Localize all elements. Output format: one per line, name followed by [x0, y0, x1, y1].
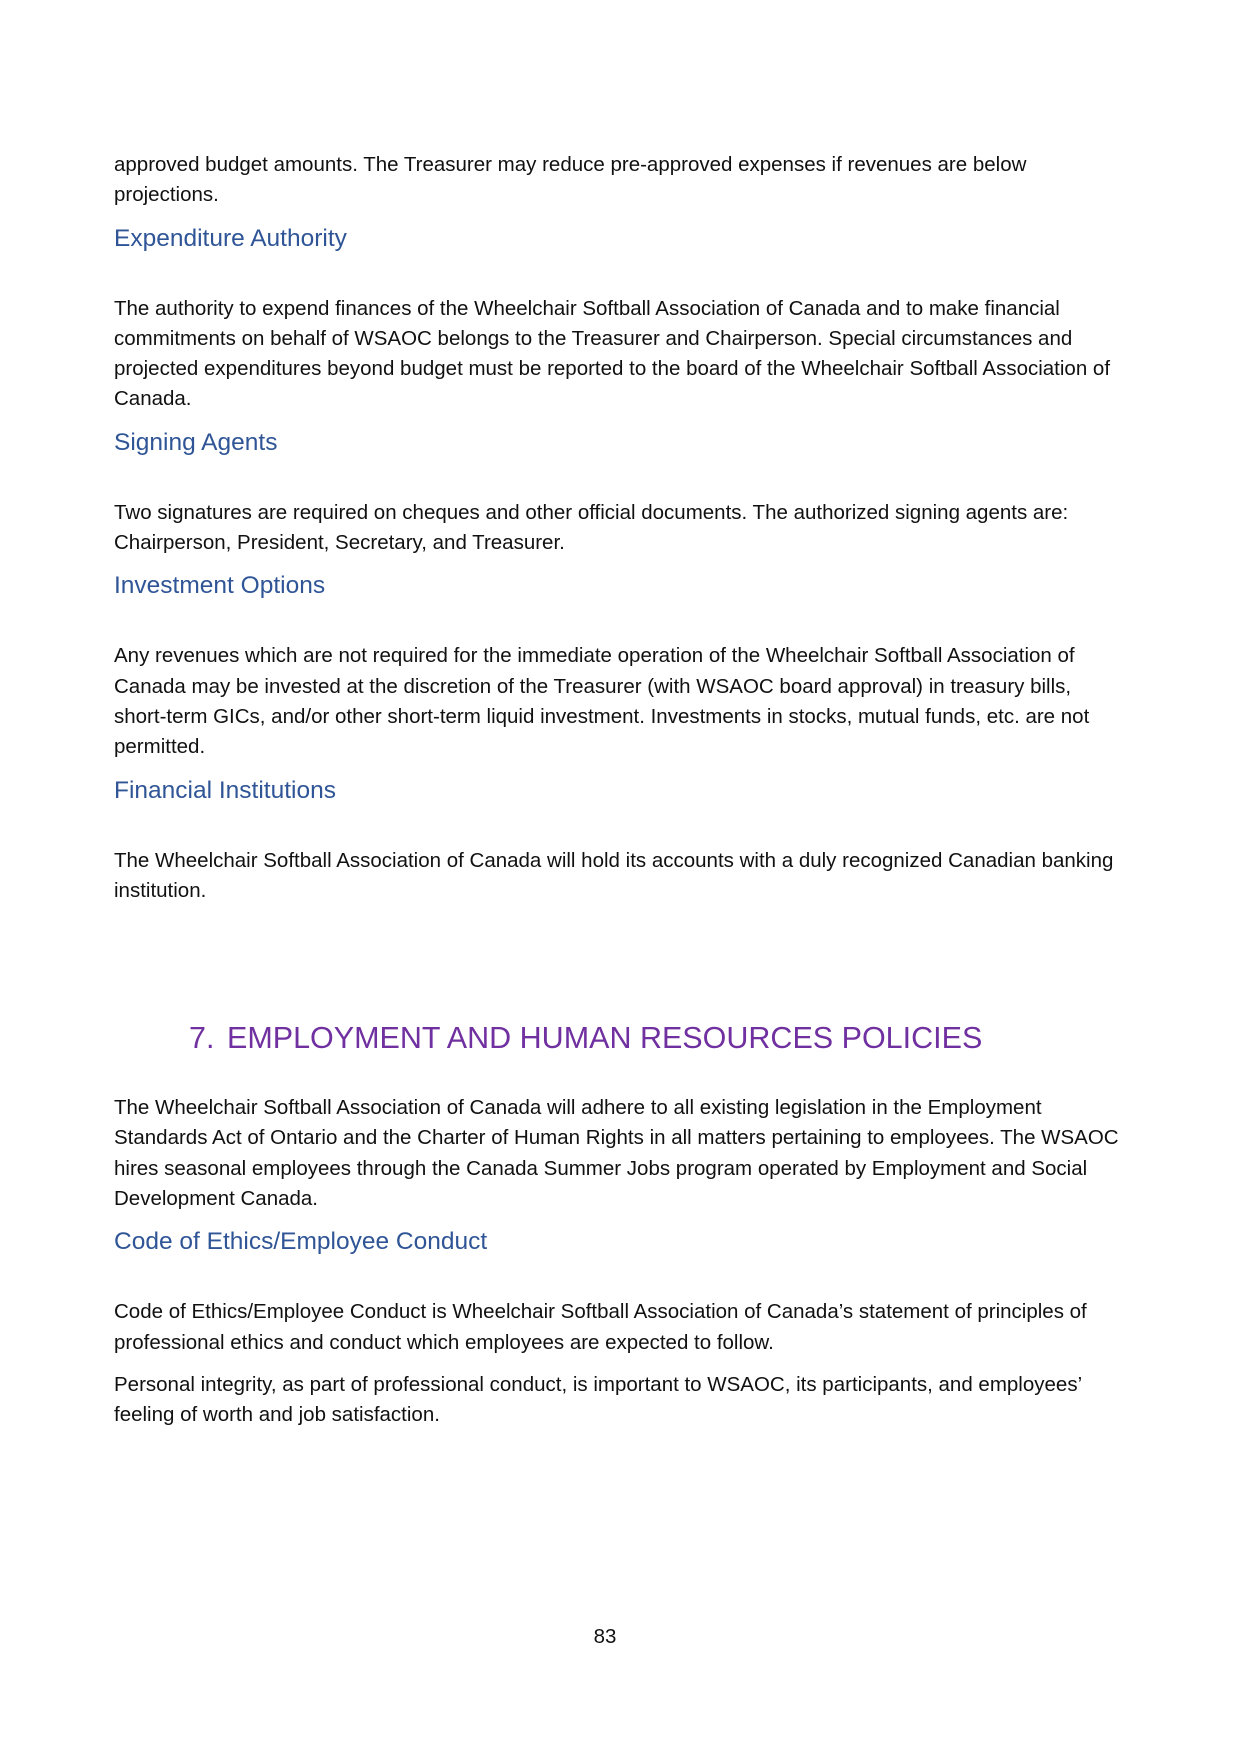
paragraph-code-of-ethics: Code of Ethics/Employee Conduct is Wheelchair Softball Association of Canada’s statement of principles of professional ethics and conduct which employees are expected to follow. [114, 1300, 1087, 1354]
heading-expenditure-authority: Expenditure Authority [114, 224, 347, 252]
heading-investment-options: Investment Options [114, 572, 326, 600]
paragraph-financial-institutions: The Wheelchair Softball Association of Canada will hold its accounts with a duly recognized Canadian banking institution. [114, 848, 1114, 902]
chapter-heading [114, 1018, 1124, 1058]
paragraph-expenditure-authority: The authority to expend finances of the Wheelchair Softball Association of Canada and to make financial commitments on behalf of WSAOC belongs to the Treasurer and Chairperson. Special circumstances and projected expenditures beyond budget must be reported to the board of the Wheelchair Softball Association of Canada. [114, 296, 1111, 411]
heading-code-of-ethics: Code of Ethics/Employee Conduct [114, 1228, 488, 1256]
paragraph-personal-integrity: Personal integrity, as part of professional conduct, is important to WSAOC, its participants, and employees’ feeling of worth and job satisfaction. [114, 1372, 1082, 1427]
paragraph-budget-continuation: approved budget amounts. The Treasurer may reduce pre-approved expenses if revenues are below projections. [114, 153, 1027, 207]
chapter-title: EMPLOYMENT AND HUMAN RESOURCES POLICIES [227, 1021, 983, 1056]
paragraph-signing-agents: Two signatures are required on cheques and other official documents. The authorized signing agents are: Chairperson, President, Secretary, and Treasurer. [114, 500, 1069, 555]
page-content [114, 150, 1124, 1431]
page-number: 83 [593, 1625, 617, 1648]
chapter-number: 7. [189, 1021, 215, 1056]
paragraph-employment-legislation: The Wheelchair Softball Association of Canada will adhere to all existing legislation in the Employment Standards Act of Ontario and the Charter of Human Rights in all matters pertaining to employees. The WSAOC hires seasonal employees through the Canada Summer Jobs program operated by Employment and Social Development Canada. [114, 1096, 1119, 1211]
heading-signing-agents: Signing Agents [114, 428, 278, 456]
paragraph-investment-options: Any revenues which are not required for the immediate operation of the Wheelchair Softball Association of Canada may be invested at the discretion of the Treasurer (with WSAOC board approval) in treasury bills, short-term GICs, and/or other short-term liquid investment. Investments in stocks, mutual funds, etc. are not permitted. [114, 644, 1090, 759]
heading-financial-institutions: Financial Institutions [114, 776, 336, 804]
